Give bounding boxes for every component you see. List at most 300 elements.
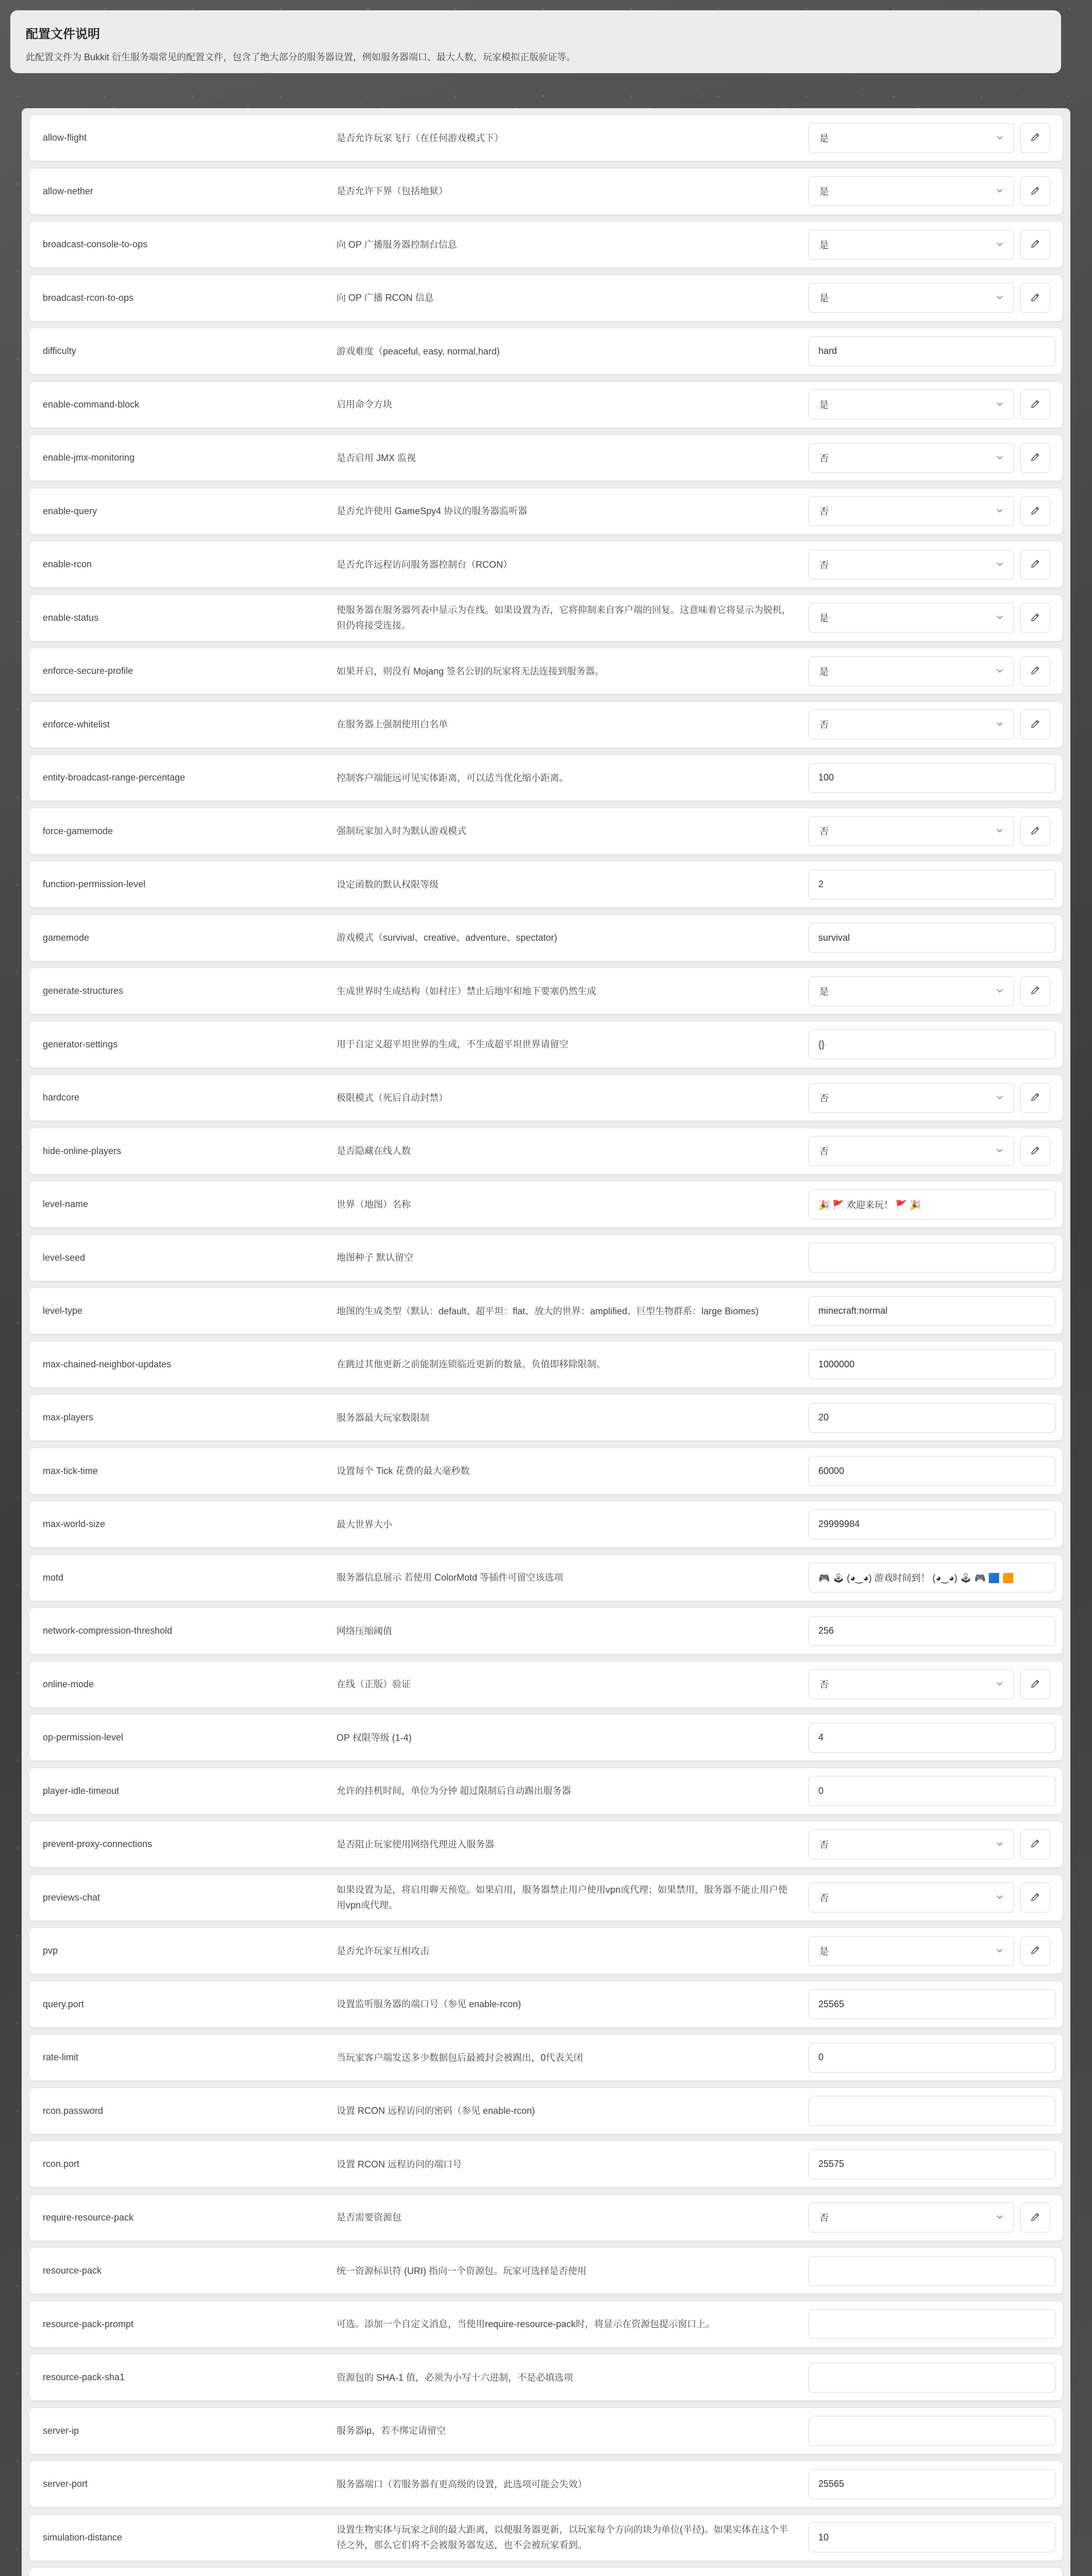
setting-row-max-world-size	[29, 1501, 1063, 1548]
setting-input[interactable]	[809, 1243, 1055, 1273]
setting-select[interactable]	[809, 176, 1014, 206]
pencil-icon	[1030, 558, 1040, 570]
setting-description: 网络压缩阈值	[337, 1625, 392, 1636]
setting-description: 向 OP 广播服务器控制台信息	[337, 239, 457, 250]
setting-description: 是否允许远程访问服务器控制台（RCON）	[337, 559, 512, 570]
setting-description: 向 OP 广播 RCON 信息	[337, 293, 434, 303]
setting-row-require-resource-pack	[29, 2194, 1063, 2241]
setting-key: resource-pack	[43, 2265, 102, 2276]
setting-description: 控制客户端能远可见实体距离，可以适当优化缩小距离。	[337, 772, 568, 783]
setting-description: 资源包的 SHA-1 值，必须为小写十六进制，不是必填选项	[337, 2372, 574, 2383]
setting-row-entity-broadcast-range-percentage	[29, 754, 1063, 801]
setting-select[interactable]	[809, 1936, 1014, 1966]
setting-key: motd	[43, 1572, 64, 1583]
setting-control	[809, 389, 1055, 419]
setting-key: enable-status	[43, 612, 99, 623]
setting-row-max-chained-neighbor-updates	[29, 1341, 1063, 1388]
pencil-icon	[1030, 1145, 1040, 1157]
chevron-down-icon	[996, 987, 1003, 996]
setting-row-allow-flight	[29, 114, 1063, 161]
setting-key: online-mode	[43, 1679, 94, 1689]
setting-key: broadcast-rcon-to-ops	[43, 292, 134, 303]
setting-select-value: 否	[819, 1680, 829, 1690]
setting-key: allow-nether	[43, 185, 94, 196]
pencil-icon	[1030, 825, 1040, 837]
setting-key: previews-chat	[43, 1892, 100, 1903]
setting-description: 生成世界时生成结构（如村庄）禁止后地牢和地下要塞仍然生成	[337, 986, 596, 996]
setting-row-pvp	[29, 1927, 1063, 1974]
setting-select[interactable]	[809, 709, 1014, 739]
chevron-down-icon	[996, 187, 1003, 196]
setting-control	[809, 496, 1055, 526]
setting-control	[809, 976, 1055, 1006]
setting-select-value: 是	[819, 240, 829, 250]
setting-input[interactable]	[809, 2416, 1055, 2446]
edit-button[interactable]	[1020, 1936, 1050, 1966]
pencil-icon	[1030, 2212, 1040, 2224]
setting-control	[809, 1083, 1055, 1113]
setting-description: 用于自定义超平坦世界的生成，不生成超平坦世界请留空	[337, 1039, 568, 1049]
setting-row-max-tick-time	[29, 1448, 1063, 1495]
setting-row-enable-status	[29, 595, 1063, 641]
setting-description: 极限模式（死后自动封禁）	[337, 1092, 448, 1103]
setting-control	[809, 2043, 1055, 2073]
setting-row-network-compression-threshold	[29, 1607, 1063, 1654]
setting-row-online-mode	[29, 1661, 1063, 1708]
setting-control	[809, 443, 1055, 473]
setting-key: enable-jmx-monitoring	[43, 452, 135, 463]
chevron-down-icon	[996, 614, 1003, 622]
setting-description: 是否阻止玩家使用网络代理进入服务器	[337, 1839, 494, 1850]
edit-button[interactable]	[1020, 283, 1050, 313]
edit-button[interactable]	[1020, 1669, 1050, 1699]
setting-select[interactable]	[809, 1669, 1014, 1699]
setting-select-value: 是	[819, 187, 829, 197]
setting-key: max-tick-time	[43, 1465, 98, 1476]
setting-description: 地图的生成类型（默认：default、超平坦：flat、放大的世界：amplified、巨型生物群系：large Biomes)	[337, 1306, 759, 1316]
edit-button[interactable]	[1020, 123, 1050, 153]
setting-description: 服务器最大玩家数限制	[337, 1412, 429, 1423]
setting-input[interactable]	[809, 2309, 1055, 2339]
setting-input[interactable]	[809, 1563, 1055, 1592]
setting-row-broadcast-rcon-to-ops	[29, 275, 1063, 321]
setting-input[interactable]	[809, 2469, 1055, 2499]
setting-description: 是否隐藏在线人数	[337, 1146, 411, 1156]
setting-row-level-name	[29, 1181, 1063, 1228]
setting-row-rate-limit	[29, 2034, 1063, 2081]
setting-description: 是否允许玩家飞行（在任何游戏模式下）	[337, 132, 503, 143]
setting-control	[809, 1510, 1055, 1539]
setting-row-allow-nether	[29, 168, 1063, 215]
setting-select[interactable]	[809, 1136, 1014, 1166]
setting-row-enable-rcon	[29, 541, 1063, 588]
setting-control	[809, 1296, 1055, 1326]
setting-description: 设置 RCON 远程访问的端口号	[337, 2159, 462, 2170]
setting-input[interactable]	[809, 1403, 1055, 1433]
setting-control	[809, 283, 1055, 313]
chevron-down-icon	[996, 720, 1003, 729]
setting-row-enforce-whitelist	[29, 701, 1063, 748]
setting-key: rate-limit	[43, 2052, 79, 2062]
setting-key: generator-settings	[43, 1039, 118, 1049]
edit-button[interactable]	[1020, 2202, 1050, 2232]
setting-row-spawn-animals	[29, 2567, 1063, 2576]
chevron-down-icon	[996, 1094, 1003, 1103]
chevron-down-icon	[996, 2213, 1003, 2222]
setting-control	[809, 1403, 1055, 1433]
setting-description: 游戏模式（survival、creative、adventure、spectator)	[337, 933, 558, 943]
setting-key: server-port	[43, 2479, 88, 2489]
pencil-icon	[1030, 292, 1040, 304]
setting-key: enforce-secure-profile	[43, 666, 133, 676]
setting-input[interactable]	[809, 2043, 1055, 2073]
chevron-down-icon	[996, 134, 1003, 143]
setting-select-value: 否	[819, 453, 829, 464]
setting-input[interactable]	[809, 1296, 1055, 1326]
setting-control	[809, 656, 1055, 686]
setting-input[interactable]	[809, 923, 1055, 953]
setting-select[interactable]	[809, 1083, 1014, 1113]
chevron-down-icon	[996, 561, 1003, 569]
pencil-icon	[1030, 132, 1040, 144]
setting-key: enable-rcon	[43, 559, 92, 569]
edit-button[interactable]	[1020, 176, 1050, 206]
setting-row-hardcore	[29, 1074, 1063, 1121]
setting-key: max-players	[43, 1412, 94, 1422]
setting-select[interactable]	[809, 443, 1014, 473]
setting-select-value: 是	[819, 400, 829, 410]
setting-row-enable-query	[29, 488, 1063, 535]
setting-control	[809, 1136, 1055, 1166]
setting-select-value: 否	[819, 506, 829, 517]
setting-key: broadcast-console-to-ops	[43, 239, 148, 249]
chevron-down-icon	[996, 827, 1003, 836]
edit-button[interactable]	[1020, 1829, 1050, 1859]
setting-description: 最大世界大小	[337, 1519, 392, 1530]
setting-row-level-type	[29, 1287, 1063, 1334]
setting-select[interactable]	[809, 389, 1014, 419]
setting-select-value: 是	[819, 666, 829, 677]
setting-select[interactable]	[809, 283, 1014, 313]
setting-row-motd	[29, 1554, 1063, 1601]
pencil-icon	[1030, 612, 1040, 624]
setting-description: OP 权限等级 (1-4)	[337, 1732, 412, 1743]
setting-key: simulation-distance	[43, 2532, 123, 2543]
setting-description: 游戏难度（peaceful, easy, normal,hard)	[337, 346, 500, 357]
setting-control	[809, 123, 1055, 153]
setting-description: 如果设置为是，将启用聊天预览。如果启用，服务器禁止用户使用vpn或代理；如果禁用，服务器不能止用户使用vpn或代理。	[337, 1885, 788, 1910]
setting-row-prevent-proxy-connections	[29, 1821, 1063, 1868]
setting-description: 是否允许下界（包括地狱）	[337, 186, 448, 196]
edit-button[interactable]	[1020, 496, 1050, 526]
edit-button[interactable]	[1020, 550, 1050, 580]
setting-control	[809, 2522, 1055, 2552]
page-description: 此配置文件为 Bukkit 衍生服务端常见的配置文件，包含了绝大部分的服务器设置，例如服务器端口、最大人数，玩家模拟正版验证等。	[26, 52, 576, 62]
pencil-icon	[1030, 505, 1040, 517]
setting-control	[809, 230, 1055, 260]
pencil-icon	[1030, 239, 1040, 250]
setting-row-generate-structures	[29, 968, 1063, 1014]
setting-key: generate-structures	[43, 986, 124, 996]
pencil-icon	[1030, 1679, 1040, 1690]
chevron-down-icon	[996, 454, 1003, 463]
setting-key: player-idle-timeout	[43, 1785, 120, 1796]
setting-control	[809, 709, 1055, 739]
setting-key: hardcore	[43, 1092, 80, 1103]
edit-button[interactable]	[1020, 709, 1050, 739]
setting-row-enable-command-block	[29, 381, 1063, 428]
setting-description: 在跳过其他更新之前能制连锁临近更新的数量。负值即移除限制。	[337, 1359, 606, 1369]
setting-input[interactable]	[809, 2096, 1055, 2126]
setting-input[interactable]	[809, 763, 1055, 793]
setting-key: server-ip	[43, 2425, 79, 2436]
pencil-icon	[1030, 665, 1040, 677]
pencil-icon	[1030, 719, 1040, 731]
setting-description: 设置生物实体与玩家之间的最大距离，以便服务器更新，以玩家每个方向的块为单位(半径)。如果实体在这个半径之外，那么它们将不会被服务器发送，也不会被玩家看到。	[337, 2524, 788, 2550]
setting-key: require-resource-pack	[43, 2212, 134, 2223]
setting-select[interactable]	[809, 2202, 1014, 2232]
setting-select-value: 否	[819, 1146, 829, 1157]
edit-button[interactable]	[1020, 389, 1050, 419]
settings-list	[22, 108, 1070, 2576]
setting-select[interactable]	[809, 496, 1014, 526]
edit-button[interactable]	[1020, 1883, 1050, 1912]
setting-select[interactable]	[809, 976, 1014, 1006]
pencil-icon	[1030, 1945, 1040, 1957]
setting-input[interactable]	[809, 2522, 1055, 2552]
setting-row-rcon-password	[29, 2088, 1063, 2134]
setting-description: 在线（正版）验证	[337, 1679, 411, 1689]
setting-description: 地图种子 默认留空	[337, 1252, 414, 1263]
chevron-down-icon	[996, 241, 1003, 249]
setting-control	[809, 1883, 1055, 1912]
setting-control	[809, 816, 1055, 846]
setting-row-level-seed	[29, 1234, 1063, 1281]
setting-key: enforce-whitelist	[43, 719, 110, 730]
setting-description: 设置每个 Tick 花费的最大毫秒数	[337, 1466, 470, 1476]
setting-select-value: 否	[819, 560, 829, 570]
setting-input[interactable]	[809, 1989, 1055, 2019]
header-card	[10, 10, 1061, 73]
edit-button[interactable]	[1020, 603, 1050, 633]
setting-row-server-ip	[29, 2408, 1063, 2454]
setting-key: rcon.port	[43, 2159, 80, 2169]
setting-description: 统一资源标识符 (URI) 指向一个资源包。玩家可选择是否使用	[337, 2265, 586, 2276]
setting-description: 设置监听服务器的端口号（参见 enable-rcon)	[337, 1999, 522, 2009]
pencil-icon	[1030, 1092, 1040, 1104]
setting-input[interactable]	[809, 2256, 1055, 2286]
setting-control	[809, 176, 1055, 206]
setting-select-value: 否	[819, 1893, 829, 1903]
setting-description: 如果开启，则没有 Mojang 签名公钥的玩家将无法连接到服务器。	[337, 666, 604, 676]
setting-key: gamemode	[43, 932, 90, 943]
setting-control	[809, 763, 1055, 793]
setting-control	[809, 1989, 1055, 2019]
setting-row-enforce-secure-profile	[29, 648, 1063, 694]
setting-input[interactable]	[809, 2149, 1055, 2179]
chevron-down-icon	[996, 1893, 1003, 1902]
chevron-down-icon	[996, 1147, 1003, 1156]
setting-row-hide-online-players	[29, 1128, 1063, 1175]
setting-control	[809, 1936, 1055, 1966]
setting-control	[809, 603, 1055, 633]
setting-description: 启用命令方块	[337, 399, 392, 410]
setting-description: 是否需要资源包	[337, 2212, 401, 2223]
setting-row-previews-chat	[29, 1874, 1063, 1921]
setting-key: entity-broadcast-range-percentage	[43, 772, 186, 783]
setting-select[interactable]	[809, 1883, 1014, 1912]
setting-select-value: 是	[819, 1946, 829, 1957]
edit-button[interactable]	[1020, 656, 1050, 686]
setting-description: 是否允许玩家互相攻击	[337, 1945, 429, 1956]
pencil-icon	[1030, 985, 1040, 997]
setting-row-op-permission-level	[29, 1714, 1063, 1761]
setting-input[interactable]	[809, 1190, 1055, 1219]
setting-control	[809, 923, 1055, 953]
setting-input[interactable]	[809, 1456, 1055, 1486]
setting-control	[809, 1669, 1055, 1699]
setting-key: allow-flight	[43, 132, 87, 143]
edit-button[interactable]	[1020, 1083, 1050, 1113]
edit-button[interactable]	[1020, 976, 1050, 1006]
edit-button[interactable]	[1020, 1136, 1050, 1166]
setting-key: force-gamemode	[43, 825, 113, 836]
setting-select-value: 否	[819, 826, 829, 837]
setting-control	[809, 2469, 1055, 2499]
chevron-down-icon	[996, 667, 1003, 676]
chevron-down-icon	[996, 1840, 1003, 1849]
edit-button[interactable]	[1020, 816, 1050, 846]
setting-select-value: 是	[819, 986, 829, 997]
pencil-icon	[1030, 452, 1040, 464]
setting-description: 服务器ip，若不绑定请留空	[337, 2426, 446, 2436]
setting-key: max-world-size	[43, 1519, 106, 1529]
setting-key: prevent-proxy-connections	[43, 1839, 153, 1849]
setting-control	[809, 1776, 1055, 1806]
setting-key: op-permission-level	[43, 1732, 124, 1742]
setting-description: 是否允许使用 GameSpy4 协议的服务器监听器	[337, 506, 528, 516]
setting-description: 是否启用 JMX 监视	[337, 452, 416, 463]
setting-row-rcon-port	[29, 2141, 1063, 2188]
chevron-down-icon	[996, 1947, 1003, 1956]
setting-row-server-port	[29, 2461, 1063, 2507]
setting-input[interactable]	[809, 1029, 1055, 1059]
setting-select-value: 否	[819, 1093, 829, 1104]
setting-key: function-permission-level	[43, 879, 146, 889]
edit-button[interactable]	[1020, 230, 1050, 260]
setting-row-gamemode	[29, 914, 1063, 961]
setting-description: 设置 RCON 远程访问的密码（参见 enable-rcon)	[337, 2106, 535, 2116]
setting-description: 使服务器在服务器列表中显示为在线。如果设置为否，它将抑制来自客户端的回复。这意味着它将显示为脱机，但仍将接受连接。	[337, 605, 791, 631]
setting-row-enable-jmx-monitoring	[29, 434, 1063, 481]
setting-key: query.port	[43, 1998, 84, 2009]
setting-description: 可选。添加一个自定义消息，当使用require-resource-pack时，将显示在资源包提示窗口上。	[337, 2319, 715, 2329]
setting-row-force-gamemode	[29, 808, 1063, 855]
chevron-down-icon	[996, 1680, 1003, 1689]
setting-description: 在服务器上强制使用白名单	[337, 719, 448, 730]
setting-row-function-permission-level	[29, 861, 1063, 908]
setting-select[interactable]	[809, 123, 1014, 153]
setting-key: pvp	[43, 1945, 58, 1956]
setting-input[interactable]	[809, 1776, 1055, 1806]
setting-key: network-compression-threshold	[43, 1625, 173, 1636]
setting-description: 设定函数的默认权限等级	[337, 879, 439, 890]
edit-button[interactable]	[1020, 443, 1050, 473]
setting-key: hide-online-players	[43, 1145, 122, 1156]
setting-key: enable-query	[43, 505, 97, 516]
setting-select[interactable]	[809, 230, 1014, 260]
setting-control	[809, 1029, 1055, 1059]
setting-control	[809, 2416, 1055, 2446]
setting-row-player-idle-timeout	[29, 1768, 1063, 1815]
setting-key: resource-pack-prompt	[43, 2318, 134, 2329]
setting-input[interactable]	[809, 1510, 1055, 1539]
setting-input[interactable]	[809, 2363, 1055, 2393]
setting-control	[809, 2256, 1055, 2286]
setting-control	[809, 2309, 1055, 2339]
pencil-icon	[1030, 1838, 1040, 1850]
setting-control	[809, 1563, 1055, 1592]
setting-select-value: 否	[819, 2213, 829, 2223]
setting-select[interactable]	[809, 550, 1014, 580]
setting-key: rcon.password	[43, 2105, 104, 2116]
setting-input[interactable]	[809, 1723, 1055, 1753]
setting-key: difficulty	[43, 346, 76, 356]
setting-control	[809, 2149, 1055, 2179]
setting-key: level-name	[43, 1199, 89, 1209]
setting-row-simulation-distance	[29, 2514, 1063, 2561]
setting-description: 当玩家客户端发送多少数据包后最被封会被踢出，0代表关闭	[337, 2052, 583, 2063]
setting-row-generator-settings	[29, 1021, 1063, 1068]
setting-control	[809, 1829, 1055, 1859]
setting-control	[809, 1349, 1055, 1379]
setting-row-resource-pack-sha1	[29, 2354, 1063, 2401]
pencil-icon	[1030, 185, 1040, 197]
setting-control	[809, 1616, 1055, 1646]
setting-description: 服务器信息展示 若使用 ColorMotd 等插件可留空该选项	[337, 1572, 564, 1583]
setting-row-difficulty	[29, 328, 1063, 375]
setting-row-broadcast-console-to-ops	[29, 221, 1063, 268]
setting-input[interactable]	[809, 336, 1055, 366]
setting-control	[809, 870, 1055, 900]
setting-row-query-port	[29, 1981, 1063, 2028]
setting-description: 服务器端口（若服务器有更高级的设置，此选项可能会失效）	[337, 2479, 587, 2489]
setting-row-resource-pack	[29, 2247, 1063, 2294]
setting-control	[809, 1456, 1055, 1486]
setting-select[interactable]	[809, 656, 1014, 686]
setting-description: 世界（地图）名称	[337, 1199, 411, 1210]
setting-control	[809, 550, 1055, 580]
setting-control	[809, 2363, 1055, 2393]
setting-input[interactable]	[809, 1616, 1055, 1646]
setting-select-value: 是	[819, 293, 829, 303]
setting-control	[809, 2202, 1055, 2232]
setting-description: 允许的挂机时间，单位为分钟 超过限制后自动踢出服务器	[337, 1786, 571, 1796]
setting-key: max-chained-neighbor-updates	[43, 1359, 172, 1369]
setting-select-value: 否	[819, 720, 829, 730]
setting-select-value: 是	[819, 613, 829, 623]
setting-control	[809, 1243, 1055, 1273]
setting-key: enable-command-block	[43, 399, 140, 410]
setting-select[interactable]	[809, 603, 1014, 633]
setting-row-max-players	[29, 1394, 1063, 1441]
setting-select[interactable]	[809, 1829, 1014, 1859]
pencil-icon	[1030, 399, 1040, 411]
setting-input[interactable]	[809, 1349, 1055, 1379]
setting-input[interactable]	[809, 870, 1055, 900]
setting-control	[809, 336, 1055, 366]
setting-select[interactable]	[809, 816, 1014, 846]
